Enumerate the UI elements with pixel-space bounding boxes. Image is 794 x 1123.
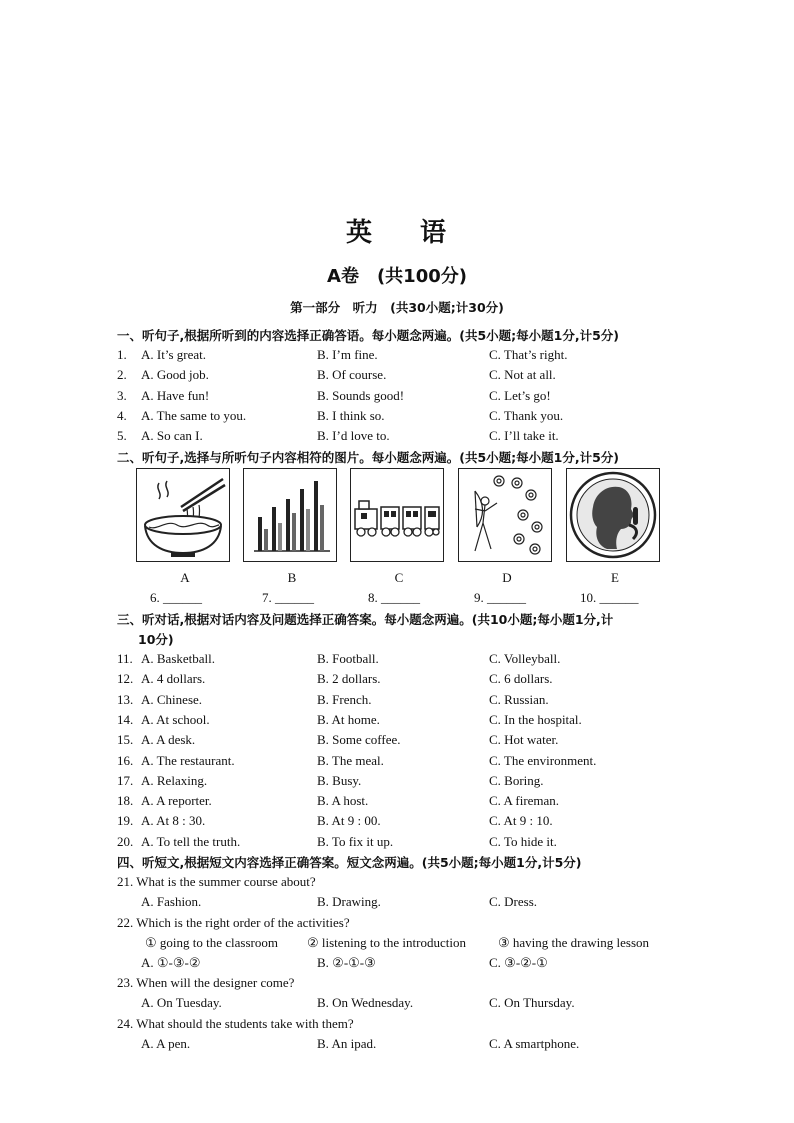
option-a[interactable]: A. 4 dollars. [141,671,206,687]
question-number: 19. [117,813,134,829]
question-22: 22. Which is the right order of the activities? [117,915,350,930]
title-char-1: 英 [345,218,374,248]
option-b[interactable]: B. Busy. [317,772,362,788]
question-number: 12. [117,671,134,687]
q23-option-b[interactable]: B. On Wednesday. [317,995,414,1010]
question-row [117,651,717,669]
noodle-bowl-icon [136,468,230,562]
option-a[interactable]: A. The restaurant. [141,752,235,768]
section-3-heading: 三、听对话,根据对话内容及问题选择正确答案。每小题念两遍。(共10小题;每小题1分,计 [117,612,614,627]
question-row [117,367,717,385]
option-c[interactable]: C. Let’s go! [489,387,551,403]
archer-targets-icon [458,468,552,562]
q24-option-c[interactable]: C. A smartphone. [489,1036,580,1051]
section-3-heading-cont: 10分) [138,632,174,647]
picture-label-c: C [394,570,404,585]
option-c[interactable]: C. Thank you. [489,407,564,423]
question-number: 15. [117,732,134,748]
question-21: 21. What is the summer course about? [117,874,316,889]
option-c[interactable]: C. In the hospital. [489,711,582,727]
question-row [117,813,717,831]
question-row [117,692,717,710]
answer-blank-9[interactable]: 9. ______ [474,590,526,605]
option-a[interactable]: A. Good job. [141,367,209,383]
option-c[interactable]: C. A fireman. [489,793,560,809]
question-number: 2. [117,367,127,383]
toy-train-icon [350,468,444,562]
q24-option-a[interactable]: A. A pen. [141,1036,191,1051]
q22-option-b[interactable]: B. ②-①-③ [317,955,376,970]
option-c[interactable]: C. The environment. [489,752,597,768]
question-number: 18. [117,793,134,809]
paper-subtitle: A卷 (共100分) [327,266,467,287]
question-number: 1. [117,347,127,362]
option-a[interactable]: A. A desk. [141,732,196,748]
question-number: 4. [117,407,127,423]
option-c[interactable]: C. Russian. [489,691,549,707]
q22-step-2: ② listening to the introduction [307,935,466,950]
answer-blank-10[interactable]: 10. ______ [580,590,639,605]
option-a[interactable]: A. So can I. [141,428,203,444]
option-b[interactable]: B. 2 dollars. [317,671,381,687]
title-char-2: 语 [420,218,449,248]
option-c[interactable]: C. That’s right. [489,347,568,362]
q22-option-a[interactable]: A. ①-③-② [141,955,201,970]
answer-blank-6[interactable]: 6. ______ [150,590,202,605]
question-number: 16. [117,752,134,768]
option-a[interactable]: A. To tell the truth. [141,833,241,849]
q22-option-c[interactable]: C. ③-②-① [489,955,548,970]
section-1-heading: 一、听句子,根据所听到的内容选择正确答语。每小题念两遍。(共5小题;每小题1分,计5分) [117,328,620,343]
question-row [117,671,717,689]
option-b[interactable]: B. Of course. [317,367,387,383]
option-b[interactable]: B. I’m fine. [317,347,378,362]
option-b[interactable]: B. A host. [317,793,369,809]
question-23: 23. When will the designer come? [117,975,295,990]
silence-head-icon [566,468,660,562]
page-title [0,212,794,249]
option-c[interactable]: C. Not at all. [489,367,556,383]
q22-step-3: ③ having the drawing lesson [498,935,650,950]
section-2-heading: 二、听句子,选择与所听句子内容相符的图片。每小题念两遍。(共5小题;每小题1分,计5分) [117,450,620,465]
question-row [117,773,717,791]
question-number: 20. [117,833,134,849]
option-b[interactable]: B. Some coffee. [317,732,401,748]
question-row [117,347,717,365]
option-c[interactable]: C. Boring. [489,772,544,788]
question-number: 17. [117,772,134,788]
option-b[interactable]: B. French. [317,691,372,707]
q22-step-1: ① going to the classroom [145,935,278,950]
picture-label-a: A [180,570,190,585]
option-a[interactable]: A. Chinese. [141,691,203,707]
question-row [117,753,717,771]
option-a[interactable]: A. A reporter. [141,793,212,809]
option-b[interactable]: B. I think so. [317,407,385,423]
question-row [117,732,717,750]
question-number: 11. [117,651,133,666]
q21-option-c[interactable]: C. Dress. [489,894,538,909]
option-b[interactable]: B. At 9 : 00. [317,813,381,829]
question-number: 3. [117,387,127,403]
option-a[interactable]: A. It’s great. [141,347,206,362]
question-number: 13. [117,691,134,707]
question-row [117,428,717,446]
picture-label-b: B [287,570,297,585]
q23-option-a[interactable]: A. On Tuesday. [141,995,222,1010]
option-c[interactable]: C. Hot water. [489,732,559,748]
option-a[interactable]: A. Relaxing. [141,772,208,788]
option-a[interactable]: A. At 8 : 30. [141,813,206,829]
question-row [117,408,717,426]
answer-blank-7[interactable]: 7. ______ [262,590,314,605]
option-c[interactable]: C. Volleyball. [489,651,561,666]
answer-blank-8[interactable]: 8. ______ [368,590,420,605]
part-heading: 第一部分 听力 (共30小题;计30分) [290,300,504,315]
option-c[interactable]: C. 6 dollars. [489,671,553,687]
section-4-heading: 四、听短文,根据短文内容选择正确答案。短文念两遍。(共5小题;每小题1分,计5分) [117,855,582,870]
option-c[interactable]: C. To hide it. [489,833,557,849]
option-b[interactable]: B. At home. [317,711,380,727]
q24-option-b[interactable]: B. An ipad. [317,1036,377,1051]
option-a[interactable]: A. Have fun! [141,387,210,403]
picture-label-e: E [611,570,619,585]
picture-label-d: D [502,570,512,585]
question-24: 24. What should the students take with them? [117,1016,354,1031]
option-b[interactable]: B. I’d love to. [317,428,390,444]
question-row [117,388,717,406]
option-c[interactable]: C. I’ll take it. [489,428,559,444]
question-row [117,834,717,852]
q21-option-a[interactable]: A. Fashion. [141,894,202,909]
option-a[interactable]: A. The same to you. [141,407,247,423]
option-b[interactable]: B. The meal. [317,752,384,768]
option-b[interactable]: B. Sounds good! [317,387,405,403]
option-a[interactable]: A. At school. [141,711,210,727]
question-number: 5. [117,428,127,444]
q23-option-c[interactable]: C. On Thursday. [489,995,575,1010]
option-a[interactable]: A. Basketball. [141,651,216,666]
option-b[interactable]: B. Football. [317,651,379,666]
question-row [117,712,717,730]
bar-chart-icon [243,468,337,562]
option-c[interactable]: C. At 9 : 10. [489,813,553,829]
question-number: 14. [117,711,134,727]
option-b[interactable]: B. To fix it up. [317,833,394,849]
question-row [117,793,717,811]
q21-option-b[interactable]: B. Drawing. [317,894,381,909]
